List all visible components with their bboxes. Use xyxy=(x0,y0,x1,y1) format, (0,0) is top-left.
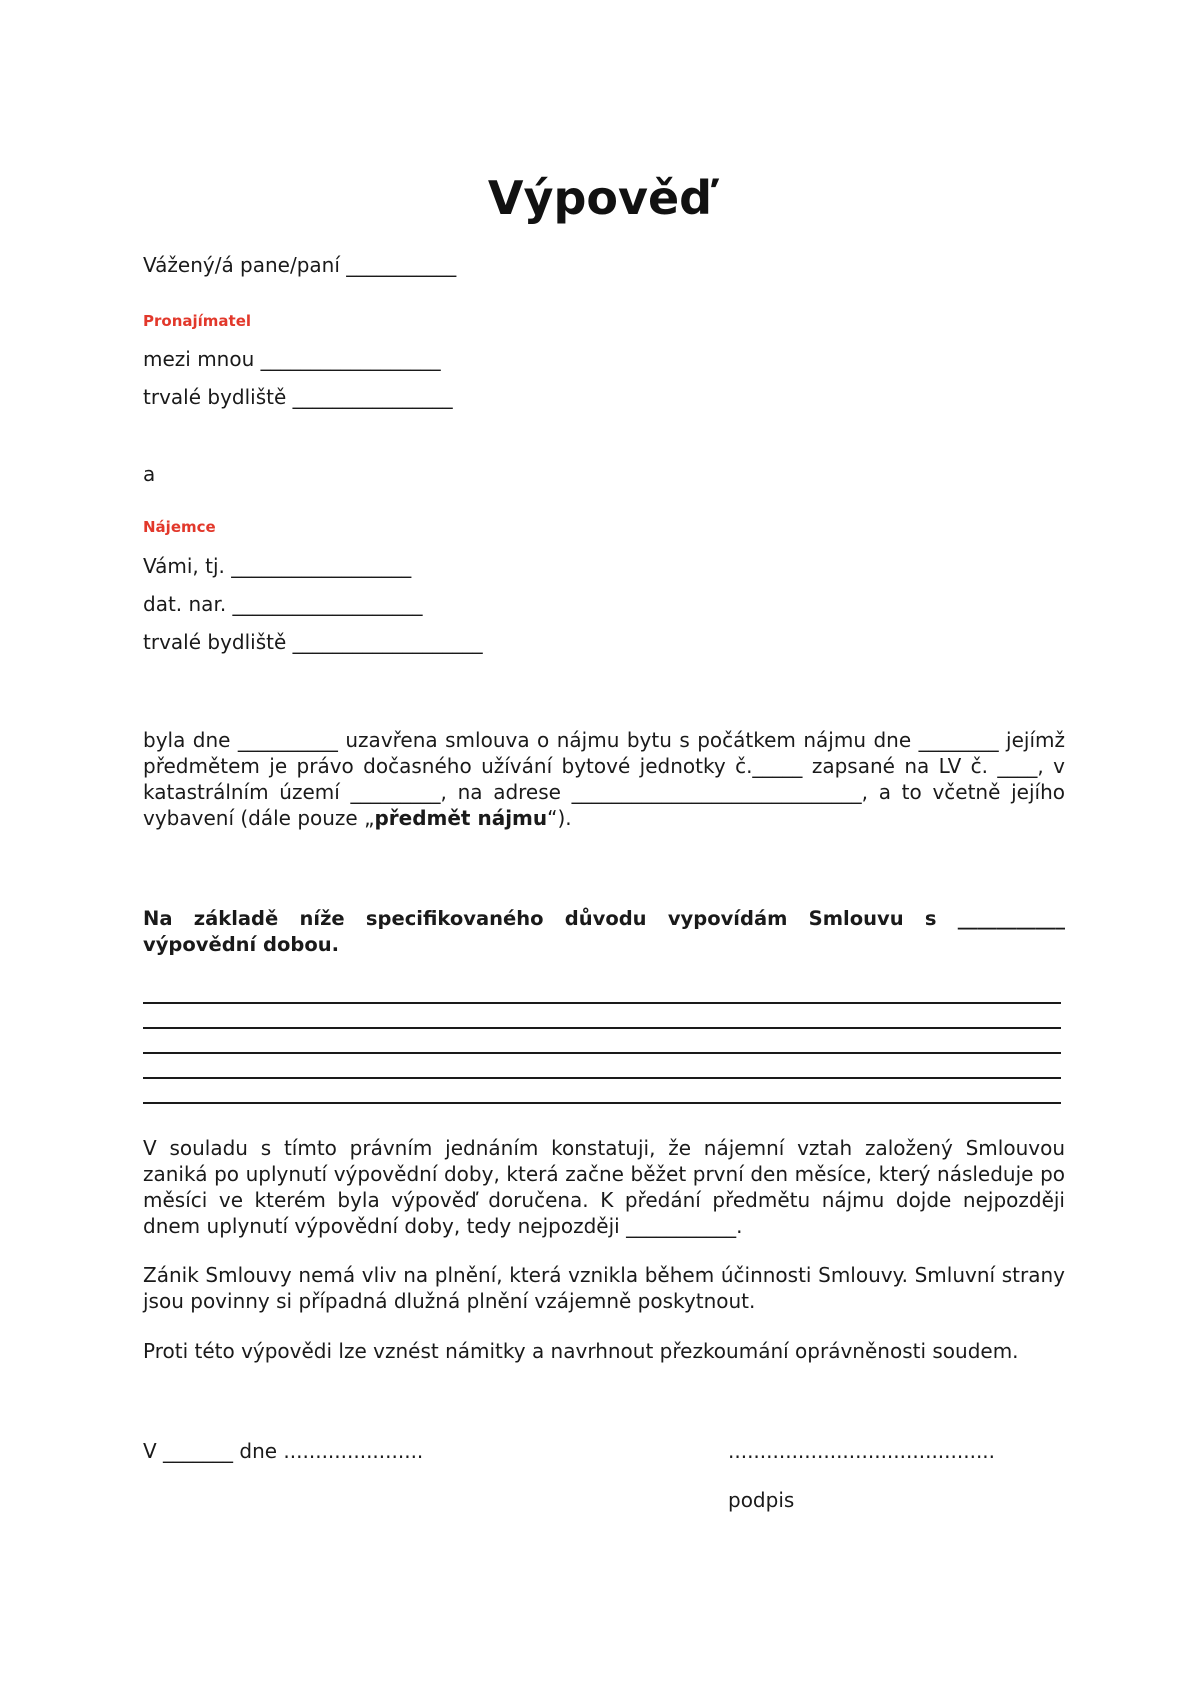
tenant-name: Vámi, tj. __________________ xyxy=(143,554,412,578)
objection-paragraph: Proti této výpovědi lze vznést námitky a navrhnout přezkoumání oprávněnosti soudem. xyxy=(143,1339,1019,1363)
landlord-between: mezi mnou __________________ xyxy=(143,347,441,371)
reason-line xyxy=(143,1102,1061,1104)
termination-paragraph: V souladu s tímto právním jednáním konstatuji, že nájemní vztah založený Smlouvou zaniká po uplynutí výpovědní doby, která začne běžet první den měsíce, který následuje po měsíci ve kterém byla výpověď doručena. K předání předmětu nájmu dojde nejpozději dnem uplynutí výpovědní doby, tedy nejpozději ___________. xyxy=(143,1136,1065,1238)
reason-line xyxy=(143,1077,1061,1079)
landlord-address: trvalé bydliště ________________ xyxy=(143,385,453,409)
signature-dots: .......................................... xyxy=(728,1439,996,1463)
document-title: Výpověď xyxy=(487,171,713,225)
notice-statement: Na základě níže specifikovaného důvodu vypovídám Smlouvu s ___________ výpovědní dobou. xyxy=(143,907,1065,956)
salutation: Vážený/á pane/paní ___________ xyxy=(143,253,457,277)
conjunction-text: a xyxy=(143,462,156,486)
place-date-line: V _______ dne ...................... xyxy=(143,1439,424,1463)
landlord-heading: Pronajímatel xyxy=(143,312,252,330)
reason-line xyxy=(143,1002,1061,1004)
contract-text-after: “). xyxy=(547,806,572,830)
tenant-heading: Nájemce xyxy=(143,518,216,536)
reason-line xyxy=(143,1052,1061,1054)
tenant-address: trvalé bydliště ___________________ xyxy=(143,630,483,654)
contract-text-before: byla dne __________ uzavřena smlouva o nájmu bytu s počátkem nájmu dne ________ jejímž předmětem je právo dočasného užívání bytové jednotky č._____ zapsané na LV č. ____, v katastrálním území _________, na adrese _____________________________, a to včetně jejího vybavení (dále pouze „ xyxy=(143,728,1065,830)
contract-subject-term: předmět nájmu xyxy=(374,806,548,830)
contract-paragraph xyxy=(143,727,1065,831)
signature-label: podpis xyxy=(728,1488,795,1512)
tenant-birth-date: dat. nar. ___________________ xyxy=(143,592,423,616)
obligations-paragraph: Zánik Smlouvy nemá vliv na plnění, která vznikla během účinnosti Smlouvy. Smluvní strany jsou povinny si případná dlužná plnění vzájemně poskytnout. xyxy=(143,1263,1065,1313)
reason-line xyxy=(143,1027,1061,1029)
